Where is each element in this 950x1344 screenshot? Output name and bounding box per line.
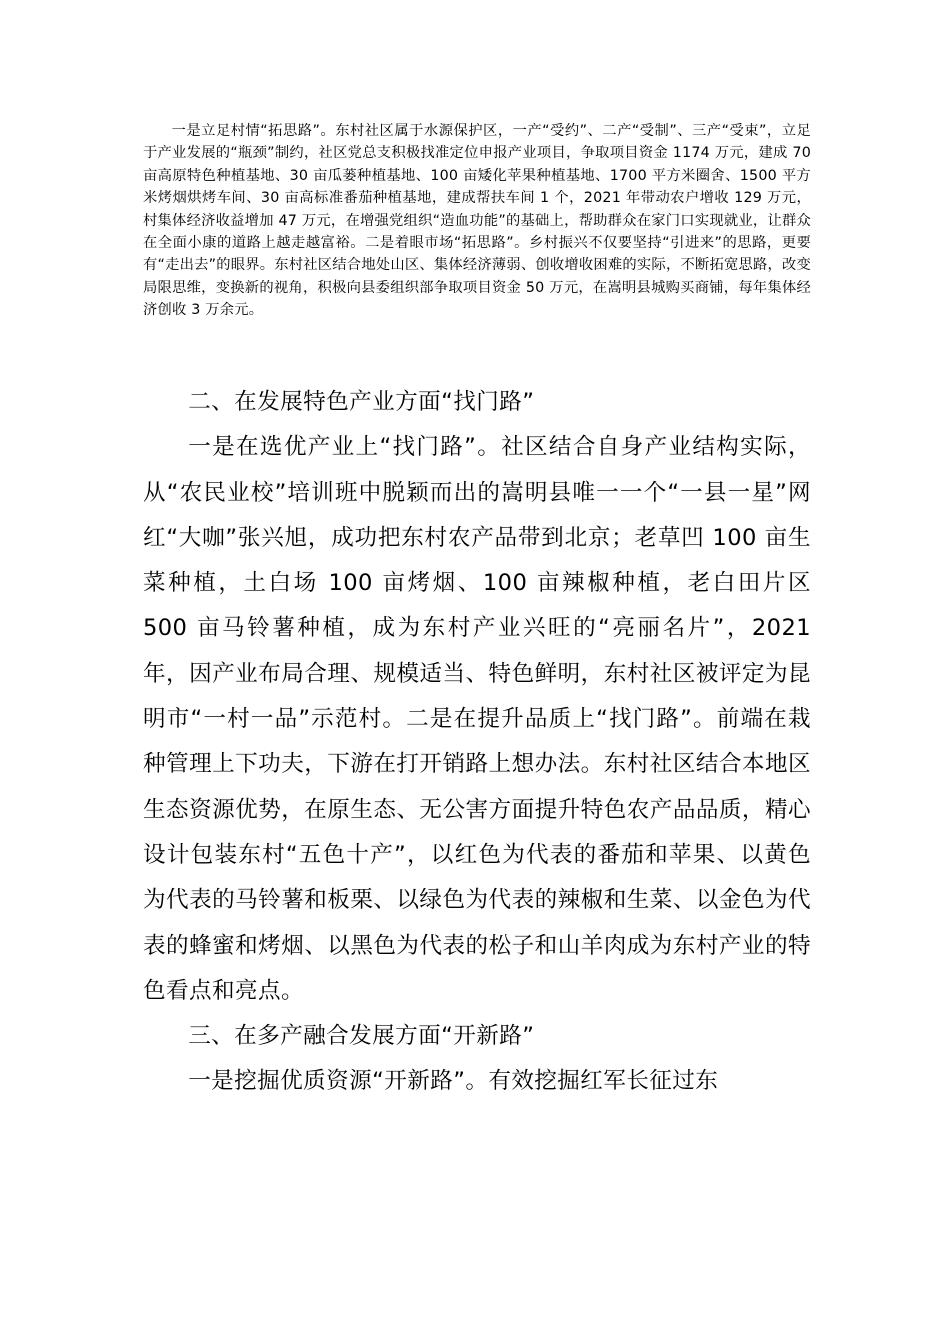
- section-2-paragraph: 一是在选优产业上“找门路”。社区结合自身产业结构实际，从“农民业校”培训班中脱颖而出的嵩明县唯一一个“一县一星”网红“大咖”张兴旭，成功把东村农产品带到北京；老草凹 100 亩生菜种植，土白场 100 亩烤烟、100 亩辣椒种植，老白田片区 500 亩马铃薯种植，成为东村产业兴旺的“亮丽名片”，2021 年，因产业布局合理、规模适当、特色鲜明，东村社区被评定为昆明市“一村一品”示范村。二是在提升品质上“找门路”。前端在栽种管理上下功夫，下游在打开销路上想办法。东村社区结合本地区生态资源优势，在原生态、无公害方面提升特色农产品品质，精心设计包装东村“五色十产”，以红色为代表的番茄和苹果、以黄色为代表的马铃薯和板栗、以绿色为代表的辣椒和生菜、以金色为代表的蜂蜜和烤烟、以黑色为代表的松子和山羊肉成为东村产业的特色看点和亮点。: [143, 434, 811, 1004]
- intro-paragraph: 一是立足村情“拓思路”。东村社区属于水源保护区，一产“受约”、二产“受制”、三产“受束”，立足于产业发展的“瓶颈”制约，社区党总支积极找准定位申报产业项目，争取项目资金 1174 万元，建成 70 亩高原特色种植基地、30 亩瓜蒌种植基地、100 亩矮化苹果种植基地、1700 平方米圈舍、1500 平方米烤烟烘烤车间、30 亩高标准番茄种植基地，建成帮扶车间 1 个，2021 年带动农户增收 129 万元，村集体经济收益增加 47 万元，在增强党组织“造血功能”的基础上，帮助群众在家门口实现就业，让群众在全面小康的道路上越走越富裕。二是着眼市场“拓思路”。乡村振兴不仅要坚持“引进来”的思路，更要有“走出去”的眼界。东村社区结合地处山区、集体经济薄弱、创收增收困难的实际，不断拓宽思路，改变局限思维，变换新的视角，积极向县委组织部争取项目资金 50 万元，在嵩明县城购买商铺，每年集体经济创收 3 万余元。: [143, 123, 811, 319]
- section-2-heading: 二、在发展特色产业方面“找门路”: [188, 389, 535, 415]
- section-3-paragraph: 一是挖掘优质资源“开新路”。有效挖掘红军长征过东: [188, 1068, 719, 1095]
- section-3-heading: 三、在多产融合发展方面“开新路”: [188, 1023, 535, 1050]
- main-text-block: [143, 380, 811, 1105]
